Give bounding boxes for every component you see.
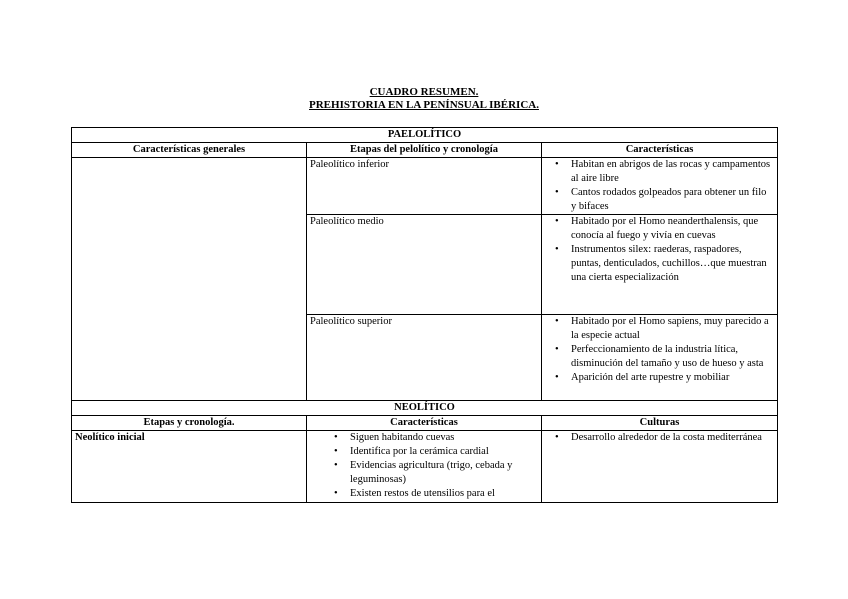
cultures-cell [542,431,778,503]
characteristics-cell [542,315,778,401]
header-caracteristicas: Características [542,143,778,158]
characteristics-cell [307,431,542,503]
list-item: • Cantos rodados golpeados para obtener un filo y bifaces [571,186,774,214]
bullet-list [545,158,774,214]
list-item: • Habitado por el Homo neanderthalensis, que conocía al fuego y vivía en cuevas [571,215,774,243]
stage-cell: Paleolítico inferior [307,158,542,215]
list-item: • Instrumentos silex: raederas, raspadores, puntas, denticulados, cuchillos…que muestran una cierta especialización [571,243,774,285]
header-caracteristicas: Características [307,416,542,431]
characteristics-cell [542,215,778,315]
list-item: • Desarrollo alrededor de la costa mediterránea [571,431,774,445]
general-characteristics-cell [72,158,307,401]
bullet-list [545,431,774,445]
header-etapas-cronologia: Etapas y cronología. [72,416,307,431]
stage-cell: Paleolítico superior [307,315,542,401]
list-item: • Habitado por el Homo sapiens, muy parecido a la especie actual [571,315,774,343]
bullet-list [310,431,538,501]
list-item: • Siguen habitando cuevas [350,431,538,445]
section-title-neolitico: NEOLÍTICO [72,401,778,416]
section-title-paleolitico: PAELOLÍTICO [72,128,778,143]
list-item: • Aparición del arte rupestre y mobiliar [571,371,774,385]
characteristics-cell [542,158,778,215]
stage-cell: Neolítico inicial [72,431,307,503]
document-subtitle: PREHISTORIA EN LA PENÍNSUAL IBÉRICA. [309,99,539,111]
header-caracteristicas-generales: Características generales [72,143,307,158]
header-etapas-paleolitico: Etapas del pelolítico y cronología [307,143,542,158]
bullet-list [545,215,774,285]
header-culturas: Culturas [542,416,778,431]
bullet-list [545,315,774,385]
list-item: • Habitan en abrigos de las rocas y campamentos al aire libre [571,158,774,186]
list-item: • Evidencias agricultura (trigo, cebada y leguminosas) [350,459,538,487]
list-item: • Existen restos de utensilios para el [350,487,538,501]
stage-cell: Paleolítico medio [307,215,542,315]
list-item: • Perfeccionamiento de la industria lítica, disminución del tamaño y uso de hueso y asta [571,343,774,371]
summary-table [71,127,778,503]
list-item: • Identifica por la cerámica cardial [350,445,538,459]
document-title: CUADRO RESUMEN. [369,86,479,98]
